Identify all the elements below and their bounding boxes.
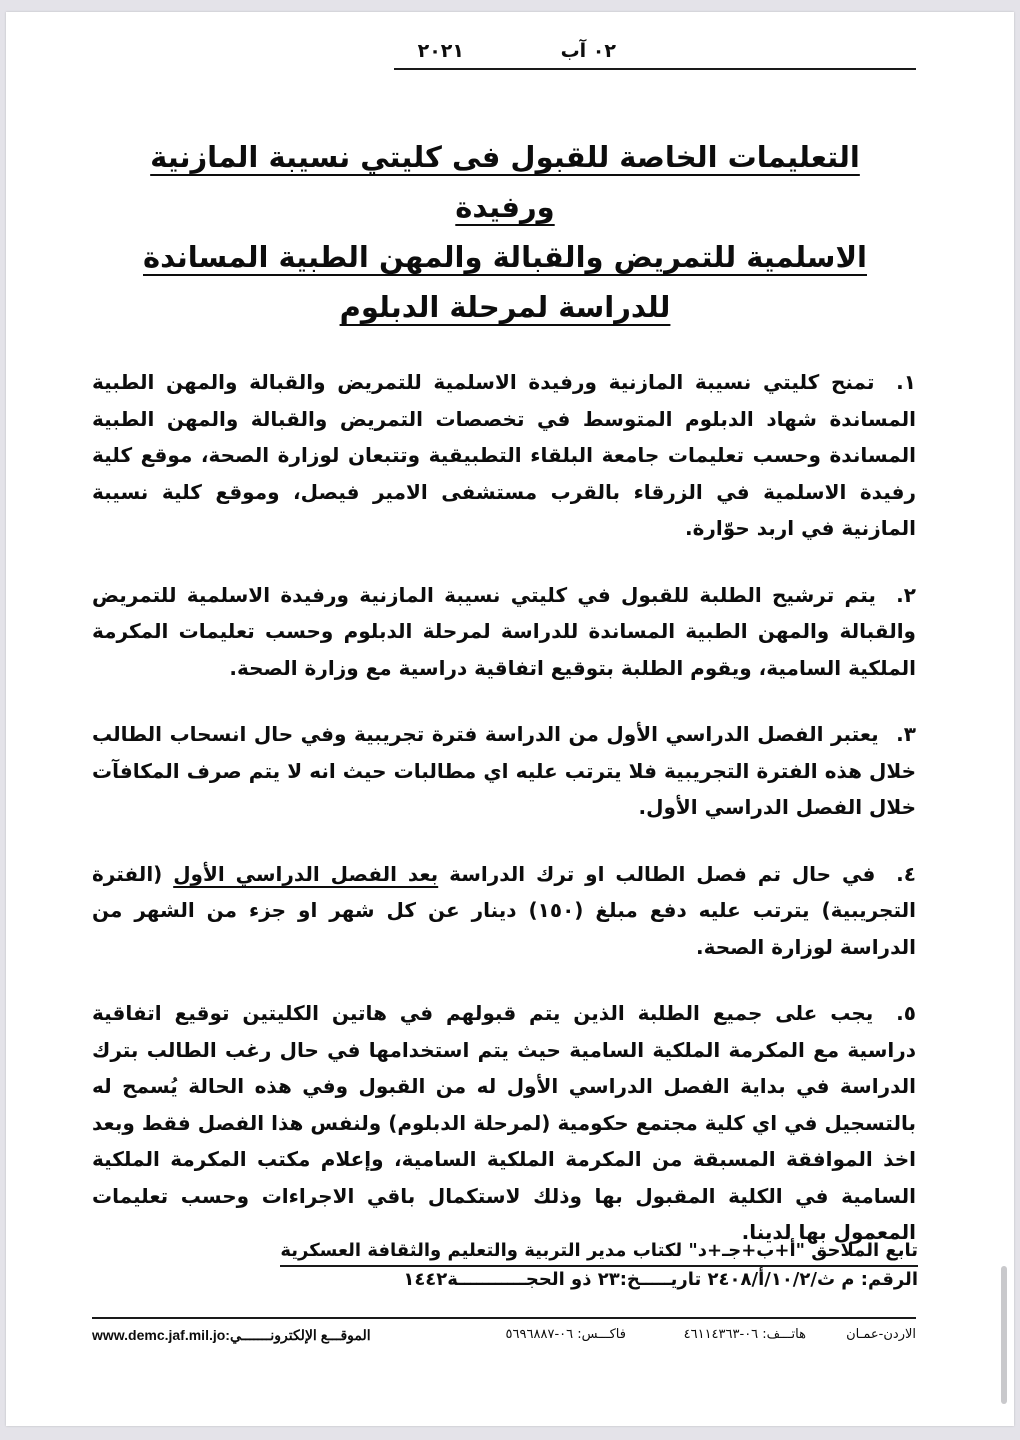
- date-header: [394, 36, 916, 70]
- list-item-2: [92, 577, 916, 687]
- title-line-1: التعليمات الخاصة للقبول فى كليتي نسيبة المازنية ورفيدة: [150, 140, 860, 224]
- item-text: يجب على جميع الطلبة الذين يتم قبولهم في هاتين الكليتين توقيع اتفاقية دراسية مع المكرمة الملكية السامية حيث يتم استخدامها في حال رغب الطالب بترك الدراسة في بداية الفصل الدراسي الأول له من القبول وفي هذه الحالة يُسمح له بالتسجيل في اي كلية مجتمع حكومية (لمرحلة الدبلوم) ولنفس هذا الفصل فقط وبعد اخذ الموافقة المسبقة من المكرمة الملكية السامية، وإعلام مكتب المكرمة الملكية السامية في الكلية المقبول بها وذلك لاستكمال باقي الاجراءات وحسب تعليمات المعمول بها لدينا.: [92, 1001, 916, 1244]
- list-item-5: [92, 995, 916, 1251]
- list-item-4: [92, 856, 916, 966]
- date-year: ٢٠٢١: [417, 40, 464, 62]
- item-text-before: في حال تم فصل الطالب او ترك الدراسة: [449, 861, 876, 886]
- title-line-3: للدراسة لمرحلة الدبلوم: [339, 290, 671, 324]
- footer-fax: فاكـــس: ٠٦-٥٦٩٦٨٨٧: [505, 1327, 626, 1342]
- item-number: ٤.: [896, 861, 916, 886]
- annex-block: [262, 1238, 918, 1293]
- item-text-after: (الفترة التجريبية) يترتب عليه دفع مبلغ (١٥٠) دينار عن كل شهر او جزء من الشهر من الدراسة لوزارة الصحة.: [92, 861, 916, 959]
- item-text: تمنح كليتي نسيبة المازنية ورفيدة الاسلمية للتمريض والقبالة والمهن الطبية المساندة شهاد الدبلوم المتوسط في تخصصات التمريض والقبالة والمهن الطبية المساندة وحسب تعليمات جامعة البلقاء التطبيقية وتتبعان لوزارة الصحة، موقع كلية رفيدة الاسلمية في الزرقاء بالقرب مستشفى الامير فيصل، وموقع كلية نسيبة المازنية في اربد حوّارة.: [92, 370, 916, 540]
- footer: [92, 1325, 916, 1347]
- item-number: ٢.: [896, 582, 916, 607]
- footer-phone: هاتـــف: ٠٦-٤٦١١٤٣٦٣: [683, 1327, 806, 1342]
- title-line-2: الاسلمية للتمريض والقبالة والمهن الطبية المساندة: [143, 240, 867, 274]
- list-item-1: [92, 364, 916, 547]
- instructions-list: [92, 364, 916, 1251]
- item-text-underlined: بعد الفصل الدراسي الأول: [173, 861, 439, 886]
- item-number: ٥.: [896, 1001, 916, 1025]
- annex-title: تابع الملاحق "أ+ب+جـ+د" لكتاب مدير التربية والتعليم والثقافة العسكرية: [280, 1238, 918, 1267]
- date-day-month: ٠٢ آب: [560, 40, 616, 62]
- footer-location: الاردن-عمـان: [846, 1327, 916, 1342]
- scrollbar-thumb[interactable]: [1001, 1266, 1007, 1404]
- item-text: يتم ترشيح الطلبة للقبول في كليتي نسيبة المازنية ورفيدة الاسلمية للتمريض والقبالة والمهن الطبية المساندة للدراسة لمرحلة الدبلوم وحسب تعليمات المكرمة الملكية السامية، ويقوم الطلبة بتوقيع اتفاقية دراسية مع وزارة الصحة.: [92, 582, 916, 680]
- annex-reference: الرقم: م ث/١٠/٢/أ/٢٤٠٨ تاريـــــخ:٢٣ ذو الحجـــــــــــة١٤٤٢: [403, 1269, 918, 1290]
- document-title: [120, 132, 890, 332]
- item-number: ١.: [896, 370, 916, 394]
- item-text: يعتبر الفصل الدراسي الأول من الدراسة فترة تجريبية وفي حال انسحاب الطالب خلال هذه الفترة التجريبية فلا يترتب عليه اي مطالبات حيث انه لا يتم صرف المكافآت خلال الفصل الدراسي الأول.: [92, 722, 916, 819]
- list-item-3: [92, 716, 916, 826]
- item-number: ٣.: [896, 722, 916, 746]
- footer-website-link[interactable]: الموقـــع الإلكترونـــــــي:www.demc.jaf.mil.jo: [92, 1327, 371, 1343]
- footer-divider: [92, 1317, 916, 1319]
